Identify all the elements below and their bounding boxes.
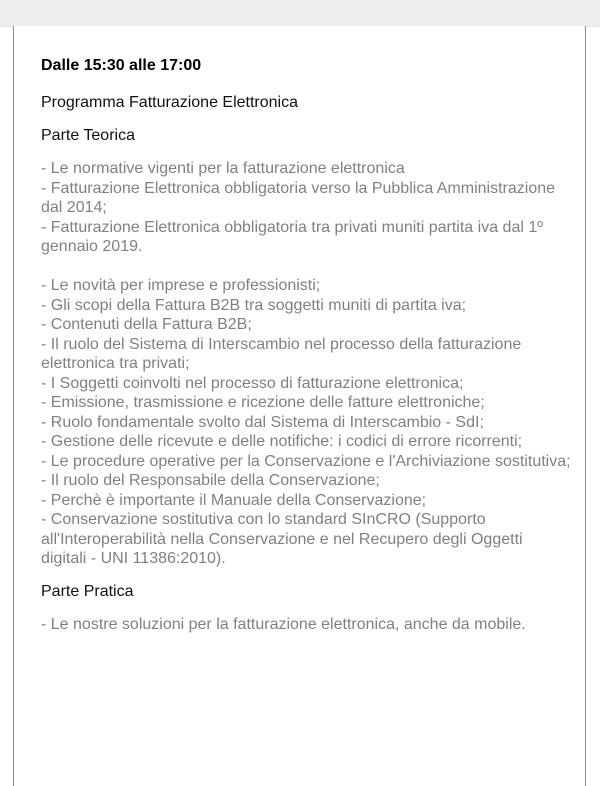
list-item: - Conservazione sostitutiva con lo standard SInCRO (Supporto all'Interoperabilità nella Conservazione e nel Recupero degli Oggetti digitali - UNI 11386:2010). (41, 511, 523, 567)
list-spacer (41, 257, 571, 277)
theory-title: Parte Teorica (41, 127, 135, 144)
time-range: Dalle 15:30 alle 17:00 (41, 57, 202, 74)
top-bar (0, 0, 600, 27)
list-item: - Le procedure operative per la Conservazione e l'Archiviazione sostitutiva; (41, 452, 571, 470)
list-item: - Le normative vigenti per la fatturazione elettronica (41, 160, 405, 177)
program-title: Programma Fatturazione Elettronica (41, 94, 298, 111)
section-spacer (41, 569, 571, 582)
list-item: - Perchè è importante il Manuale della Conservazione; (41, 491, 427, 509)
theory-list (41, 159, 571, 569)
list-item: - Gestione delle ricevute e delle notifiche: i codici di errore ricorrenti; (41, 433, 523, 450)
list-item: - Il ruolo del Responsabile della Conservazione; (41, 472, 380, 489)
list-item: - Contenuti della Fattura B2B; (41, 316, 252, 333)
list-item: - Fatturazione Elettronica obbligatoria verso la Pubblica Amministrazione dal 2014; (41, 179, 556, 216)
document-card (13, 26, 586, 786)
list-item: - I Soggetti coinvolti nel processo di fatturazione elettronica; (41, 374, 464, 392)
list-item: - Gli scopi della Fattura B2B tra soggetti muniti di partita iva; (41, 296, 467, 314)
list-item: - Le nostre soluzioni per la fatturazione elettronica, anche da mobile. (41, 615, 526, 633)
list-item: - Fatturazione Elettronica obbligatoria tra privati muniti partita iva dal 1º gennaio 2019. (41, 218, 544, 255)
list-item: - Ruolo fondamentale svolto dal Sistema di Interscambio - SdI; (41, 413, 484, 431)
list-item: - Il ruolo del Sistema di Interscambio nel processo della fatturazione elettronica tra privati; (41, 335, 522, 372)
list-item: - Le novità per imprese e professionisti; (41, 277, 321, 294)
list-item: - Emissione, trasmissione e ricezione delle fatture elettroniche; (41, 394, 485, 411)
practice-list (41, 615, 571, 635)
program-content (41, 56, 571, 634)
practice-title: Parte Pratica (41, 582, 134, 600)
